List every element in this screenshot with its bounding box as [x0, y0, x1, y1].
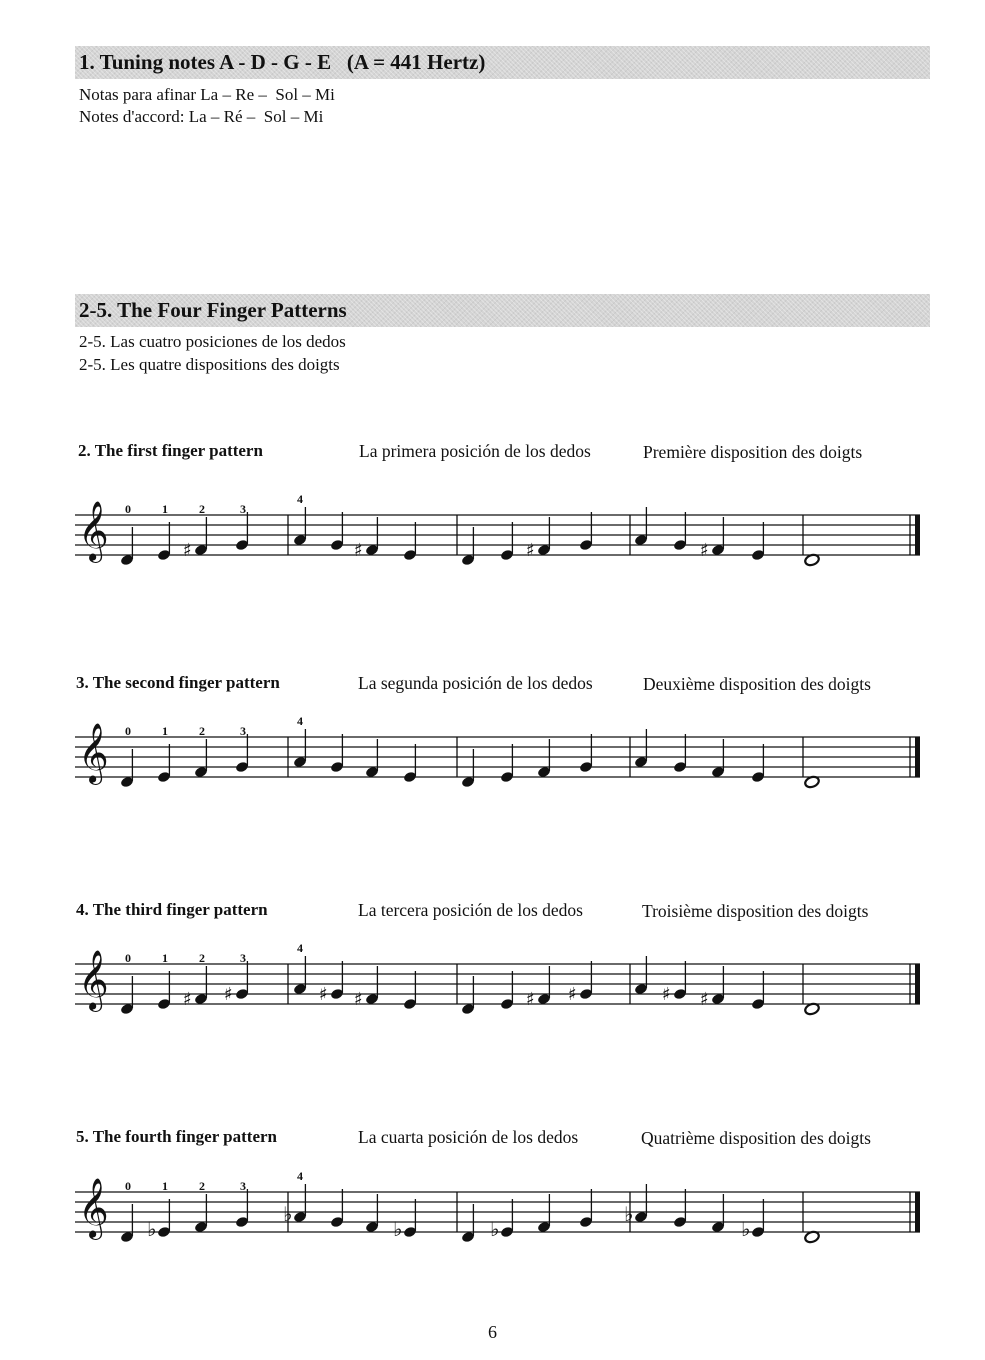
quarter-note — [330, 1189, 344, 1228]
sharp-icon: ♯ — [183, 989, 192, 1010]
pattern-title: 2. The first finger pattern — [78, 441, 263, 460]
quarter-note — [634, 729, 648, 768]
flat-icon: ♭ — [624, 1202, 634, 1226]
finger-number: 2 — [199, 1179, 205, 1193]
pattern-title-es: La tercera posición de los dedos — [358, 900, 583, 920]
final-bar-thick — [915, 964, 920, 1004]
quarter-note — [634, 956, 648, 995]
quarter-note — [624, 1184, 648, 1226]
quarter-note — [235, 734, 249, 773]
pattern-title-es: La primera posición de los dedos — [359, 441, 591, 461]
quarter-note — [120, 527, 134, 566]
quarter-note — [461, 1204, 475, 1243]
sharp-icon: ♯ — [700, 989, 709, 1010]
quarter-note — [157, 971, 171, 1010]
finger-number: 4 — [297, 1169, 303, 1183]
quarter-note — [224, 961, 249, 1005]
quarter-note — [194, 739, 208, 778]
finger-number: 3 — [240, 1179, 246, 1193]
flat-icon: ♭ — [741, 1217, 751, 1241]
quarter-note — [120, 749, 134, 788]
sharp-icon: ♯ — [662, 984, 671, 1005]
quarter-note — [283, 1184, 307, 1226]
quarter-note — [403, 744, 417, 783]
quarter-note — [120, 976, 134, 1015]
quarter-note — [235, 1189, 249, 1228]
sharp-icon: ♯ — [700, 540, 709, 561]
pattern-title-es: La cuarta posición de los dedos — [358, 1127, 579, 1147]
music-staff-first-pattern — [70, 480, 940, 590]
finger-number: 2 — [199, 951, 205, 965]
quarter-note — [293, 956, 307, 995]
sharp-icon: ♯ — [354, 540, 363, 561]
quarter-note — [537, 739, 551, 778]
sharp-icon: ♯ — [568, 984, 577, 1005]
quarter-note — [579, 1189, 593, 1228]
finger-number: 1 — [162, 1179, 168, 1193]
quarter-note — [403, 522, 417, 561]
quarter-note — [330, 734, 344, 773]
section-subtitle-fr: 2-5. Les quatre dispositions des doigts — [79, 355, 340, 374]
finger-number: 1 — [162, 951, 168, 965]
treble-clef-icon: 𝄞 — [78, 501, 109, 561]
sharp-icon: ♯ — [354, 989, 363, 1010]
finger-number: 4 — [297, 941, 303, 955]
quarter-note — [403, 971, 417, 1010]
quarter-note — [194, 1194, 208, 1233]
page-number: 6 — [488, 1322, 497, 1342]
quarter-note — [393, 1199, 417, 1241]
quarter-note — [147, 1199, 171, 1241]
quarter-note — [579, 512, 593, 551]
finger-number: 1 — [162, 502, 168, 516]
pattern-title: 3. The second finger pattern — [76, 673, 280, 692]
finger-number: 1 — [162, 724, 168, 738]
treble-clef-icon: 𝄞 — [78, 950, 109, 1010]
section-header-tuning — [75, 46, 930, 79]
section-title: 1. Tuning notes A - D - G - E (A = 441 Hertz) — [79, 50, 486, 74]
quarter-note — [330, 512, 344, 551]
sharp-icon: ♯ — [526, 540, 535, 561]
final-bar-thick — [915, 515, 920, 555]
quarter-note — [751, 971, 765, 1010]
pattern-title-fr: Quatrième disposition des doigts — [641, 1128, 871, 1148]
finger-number: 3 — [240, 502, 246, 516]
finger-number: 2 — [199, 502, 205, 516]
section-header-patterns — [75, 294, 930, 327]
quarter-note — [662, 961, 687, 1005]
finger-number: 3 — [240, 724, 246, 738]
quarter-note — [157, 522, 171, 561]
quarter-note — [711, 739, 725, 778]
finger-number: 0 — [125, 724, 131, 738]
quarter-note — [634, 507, 648, 546]
music-staff-third-pattern — [70, 929, 940, 1039]
flat-icon: ♭ — [393, 1217, 403, 1241]
sharp-icon: ♯ — [526, 989, 535, 1010]
sharp-icon: ♯ — [183, 540, 192, 561]
treble-clef-icon: 𝄞 — [78, 1178, 109, 1238]
flat-icon: ♭ — [283, 1202, 293, 1226]
section-subtitle-fr: Notes d'accord: La – Ré – Sol – Mi — [79, 107, 324, 126]
final-bar-thick — [915, 737, 920, 777]
quarter-note — [461, 527, 475, 566]
finger-number: 2 — [199, 724, 205, 738]
quarter-note — [365, 739, 379, 778]
finger-number: 3 — [240, 951, 246, 965]
quarter-note — [319, 961, 344, 1005]
quarter-note — [751, 744, 765, 783]
quarter-note — [500, 971, 514, 1010]
quarter-note — [500, 522, 514, 561]
flat-icon: ♭ — [490, 1217, 500, 1241]
finger-number: 0 — [125, 502, 131, 516]
finger-number: 4 — [297, 714, 303, 728]
quarter-note — [537, 1194, 551, 1233]
treble-clef-icon: 𝄞 — [78, 723, 109, 783]
quarter-note — [293, 729, 307, 768]
quarter-note — [500, 744, 514, 783]
pattern-title: 5. The fourth finger pattern — [76, 1127, 278, 1146]
section-subtitle-es: 2-5. Las cuatro posiciones de los dedos — [79, 332, 346, 351]
pattern-title-fr: Première disposition des doigts — [643, 442, 863, 462]
quarter-note — [120, 1204, 134, 1243]
finger-number: 0 — [125, 1179, 131, 1193]
pattern-title: 4. The third finger pattern — [76, 900, 268, 919]
section-title: 2-5. The Four Finger Patterns — [79, 298, 347, 322]
quarter-note — [490, 1199, 514, 1241]
pattern-title-es: La segunda posición de los dedos — [358, 673, 593, 693]
quarter-note — [673, 512, 687, 551]
quarter-note — [157, 744, 171, 783]
sharp-icon: ♯ — [319, 984, 328, 1005]
quarter-note — [673, 734, 687, 773]
music-staff-second-pattern — [70, 702, 940, 812]
final-bar-thick — [915, 1192, 920, 1232]
flat-icon: ♭ — [147, 1217, 157, 1241]
quarter-note — [293, 507, 307, 546]
section-subtitle-es: Notas para afinar La – Re – Sol – Mi — [79, 85, 335, 104]
quarter-note — [461, 976, 475, 1015]
sharp-icon: ♯ — [224, 984, 233, 1005]
quarter-note — [461, 749, 475, 788]
pattern-title-fr: Troisième disposition des doigts — [642, 901, 869, 921]
finger-number: 0 — [125, 951, 131, 965]
music-staff-fourth-pattern — [70, 1157, 940, 1267]
quarter-note — [235, 512, 249, 551]
quarter-note — [568, 961, 593, 1005]
quarter-note — [673, 1189, 687, 1228]
quarter-note — [711, 1194, 725, 1233]
quarter-note — [579, 734, 593, 773]
finger-number: 4 — [297, 492, 303, 506]
pattern-title-fr: Deuxième disposition des doigts — [643, 674, 871, 694]
quarter-note — [751, 522, 765, 561]
quarter-note — [365, 1194, 379, 1233]
quarter-note — [741, 1199, 765, 1241]
